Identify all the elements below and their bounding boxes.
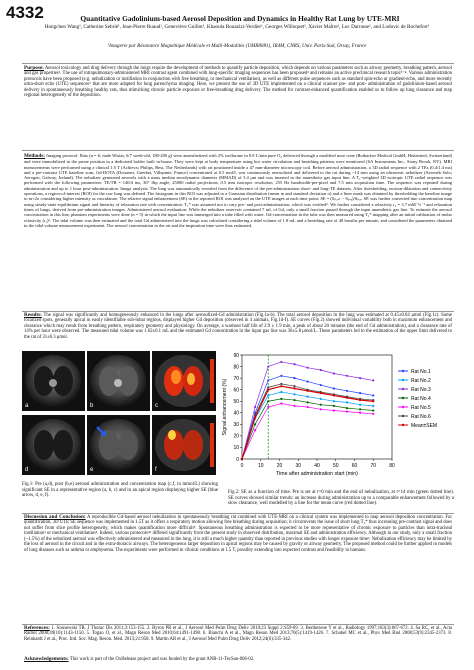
divider — [22, 513, 454, 514]
data-point — [254, 429, 256, 431]
y-tick-label: 0 — [236, 456, 239, 463]
data-point — [346, 401, 348, 403]
results-section — [24, 313, 452, 340]
data-point — [333, 387, 335, 389]
discussion-heading: Discussion and Conclusion: — [24, 514, 86, 520]
panel-label: e — [90, 467, 94, 473]
data-point — [346, 375, 348, 377]
discussion-section — [24, 515, 452, 553]
data-point — [359, 404, 361, 406]
affiliation: ¹Imagerie par Résonance Magnétique Médicale et Multi-Modalités (UMR8081), IR4M, CNRS, Univ. Paris-Sud, Orsay, France — [107, 43, 367, 49]
references-heading: References: — [24, 625, 50, 631]
data-point — [293, 385, 295, 387]
data-point — [293, 377, 295, 379]
purpose-heading: Purpose: — [24, 65, 44, 71]
paper-title: Quantitative Gadolinium-based Aerosol Deposition and Dynamics in Healthy Rat Lung by UTE-MRI — [80, 14, 400, 23]
data-point — [267, 365, 269, 367]
data-point — [254, 416, 256, 418]
data-point — [293, 363, 295, 365]
panel-label: d — [25, 467, 29, 473]
data-point — [307, 367, 309, 369]
y-axis-label: Signal enhancement (%) — [222, 378, 228, 436]
divider — [22, 63, 454, 64]
series-line-1 — [242, 376, 373, 459]
mri-image-d — [22, 415, 85, 475]
mri-panel-b — [87, 351, 150, 411]
data-point — [359, 392, 361, 394]
x-tick-label: 50 — [332, 463, 339, 469]
plot-frame — [242, 355, 392, 459]
data-point — [280, 385, 282, 387]
y-tick-label: 50 — [233, 399, 239, 406]
data-point — [359, 408, 361, 410]
data-point — [320, 398, 322, 400]
series-line-6 — [242, 384, 373, 459]
data-point — [359, 412, 361, 414]
data-point — [333, 409, 335, 411]
figure2-caption: Fig.2: SE as a function of time. Pre is set at t=0 min and the end of nebulization, at t=14 min (green dotted line). SE curves showed similar trends: an increase during administration up to a comparable enhancement followed by a slow clearance, well modelled by a line for the mean curve (red dotted line). — [228, 490, 454, 507]
references-section — [24, 626, 452, 642]
data-point — [372, 405, 374, 407]
divider — [22, 150, 454, 151]
data-point — [280, 361, 282, 363]
data-point — [372, 394, 374, 396]
data-point — [333, 394, 335, 396]
data-point — [280, 402, 282, 404]
data-point — [267, 386, 269, 388]
legend-label: Rat No.4 — [411, 395, 431, 402]
panel-label: b — [90, 403, 94, 409]
purpose-text: Aerosol toxicology and drug delivery through the lungs require the development of methods to quantify particle deposition, which depends on various parameters such as airway geometry, breathing pattern, aerosol and gas properties¹. The use of intrapulmonary-administered MRI contrast agent combined with lung-specific imaging sequences has been proposed² and remains an active preclinical research topic³⁻⁴. Various administration protocols have been proposed (e.g. nebulization or instillation in conjunction with free breathing, or mechanical ventilation), as well as different pulse sequences such as standard spin-echo or gradient-echo, and more recently ultra-short echo (UTE) sequences⁵ that are more adapted for lung parenchyma imaging. Here, we present the use of 3D UTE implemented on a clinical scanner pre- and post- administration of gadolinium-based aerosol delivery in spontaneously breathing healthy rats, thus mimicking chronic particle exposure or free-breathing drug delivery. The method for contrast-enhanced quantification enabled us to follow up lung clearance and map regional heterogeneity of the deposition. — [24, 66, 452, 99]
x-tick-label: 60 — [351, 463, 358, 469]
results-heading: Results: — [24, 312, 42, 318]
figure1-mri-grid — [22, 351, 216, 477]
x-tick-label: 0 — [240, 463, 244, 469]
data-point — [267, 379, 269, 381]
legend-label: Rat No.2 — [411, 377, 431, 384]
data-point — [293, 393, 295, 395]
acknowledgements-section — [24, 657, 452, 662]
purpose-section — [24, 66, 452, 99]
data-point — [267, 394, 269, 396]
series-line-5 — [242, 404, 373, 459]
data-point — [320, 404, 322, 406]
data-point — [359, 399, 361, 401]
divider — [22, 624, 454, 625]
legend-label: Rat No.3 — [411, 386, 431, 393]
x-tick-label: 70 — [370, 463, 377, 469]
data-point — [307, 401, 309, 403]
divider — [22, 311, 454, 312]
legend-marker — [402, 424, 404, 426]
data-point — [293, 399, 295, 401]
data-point — [293, 387, 295, 389]
mri-image-b — [87, 351, 150, 411]
data-point — [333, 405, 335, 407]
figure1-caption: Fig.1: Pre (a,d), post (b,e) aerosol administration and concentration map (c,f, in mmol/L) showing significant SE in a representative region (a, b, c) and in an apical region displaying higher SE (blue arrow, d, e, f). — [22, 482, 218, 499]
legend-marker — [402, 379, 404, 381]
data-point — [254, 423, 256, 425]
y-tick-label: 80 — [233, 364, 239, 371]
x-tick-label: 20 — [276, 463, 283, 469]
data-point — [372, 409, 374, 411]
data-point — [372, 413, 374, 415]
y-tick-label: 90 — [233, 352, 239, 359]
y-tick-label: 40 — [233, 410, 239, 417]
panel-label: f — [155, 467, 157, 473]
data-point — [333, 400, 335, 402]
y-tick-label: 20 — [233, 433, 239, 440]
panel-label: a — [25, 403, 29, 409]
data-point — [320, 408, 322, 410]
data-point — [372, 379, 374, 381]
data-point — [267, 389, 269, 391]
methods-heading: Methods: — [24, 153, 46, 159]
legend-marker — [402, 388, 404, 390]
mri-panel-e — [87, 415, 150, 475]
data-point — [307, 390, 309, 392]
mri-panel-a — [22, 351, 85, 411]
y-tick-label: 30 — [233, 422, 239, 429]
data-point — [346, 397, 348, 399]
legend-marker — [402, 415, 404, 417]
data-point — [307, 396, 309, 398]
data-point — [320, 384, 322, 386]
data-point — [267, 400, 269, 402]
legend-marker — [402, 406, 404, 408]
x-tick-label: 30 — [295, 463, 302, 469]
data-point — [267, 406, 269, 408]
data-point — [346, 390, 348, 392]
discussion-text: A reproducible Gd-based aerosol nebulization in spontaneously breathing rat combined with UTE-MRI on a clinical system was implemented to map aerosol deposition concentration. For quantification, 3D UTE SE sequence was implemented in 1.5T as it offers a respiratory motion allowing free breathing during acquisition; it circumvents the issue of short lung T₂* thus increasing pre-contrast signal and does not suffer from slice profile heterogeneity, which makes quantification more difficult⁵. Spontaneous breathing administration is expected to be more representative of chronic exposure to particles than intra-tracheal instillation³ or mechanical ventilation⁴. Indeed, various protocols⁴⁶ differed significantly from the present study in observed distribution, maximal SE and administration efficiency. Although in our study, only a small fraction (~1.5%) of the nebulized aerosol was effectively administered and measured in the lung, it is still a much higher quantity than reported in previous studies with longer exposure time³. Nebulization efficiency may be limited by the loss of aerosol in the circuit and in the extra-thoracic airways. The heterogeneous larger deposition in apical regions may be caused by gravity or airway geometry. The proposed method could be further applied in models of lung diseases such as asthma or emphysema. The experiments were performed in clinical conditions at 1.5 T, possibly extending into expected contrast and feasibility in humans. — [24, 515, 452, 553]
methods-section — [24, 153, 452, 228]
legend-marker — [402, 370, 404, 372]
legend-label: Rat No.6 — [411, 413, 431, 420]
acknowledgements-heading: Acknowledgements: — [24, 656, 69, 662]
data-point — [280, 391, 282, 393]
legend-label: Rat No.1 — [411, 368, 431, 375]
references-text: 1. Sosnowski TR. J Thorac Dis 2011;3:153-155. 2. Byron PR et al., J Aerosol Med Pulm Drug Deliv 2010;23 Suppl 2:S59-69. 3. Berthezene Y et al., Radiology 1997;183(3):667-672. 4. Sa RC, et al., Acta Radiol 2008;49(10):1143-1150. 5. Togao O, et al., Magn Reson Med 2010;64:1491-1498. 6. Bianchi A et al., Magn Reson Med 2013;70(5):1419-1426. 7. Schabel MC et al., Phys Med Biol 2008;53(9):2345-2373. 8. Reinhardt J et al., Proc. Intl. Soc. Mag. Reson. Med. 2013;21:958. 9. Martin AR et al., J Aerosol Med Pulm Drug Deliv 2012;24(6):335-342. — [24, 626, 452, 642]
mri-image-c — [152, 351, 216, 411]
figure2-chart — [220, 349, 454, 487]
data-point — [372, 400, 374, 402]
methods-text: Imaging protocol: Rats (n = 6, male Wistar, 6/7 week-old, 180-200 g) were anaesthetized with 2% isoflurane in 0.8 L/min pure O₂ delivered through a modified nose cone (Rothacher Medical GmbH, Heitenried, Switzerland) and were immobilized in the prone position in a dedicated holder built in-house. They were kept at body temperature using hot water circulation and breathing patterns were monitored (SA Instruments Inc., Stony Brook, NY). MRI measurements were performed using a clinical 1.5 T (Achieva; Philips, Best, The Netherlands) with rat positioned inside a 47 mm-diameter microscopy coil. Before aerosol administration, a 3D radial sequence with 2 TEs (0.4/1.4 ms) and a pre-contrast UTE baseline scan, Gd-DOTA (Dotarem; Guerbet, Villepinte, France) concentrated at 0.5 mol/L was continuously aerosolized and delivered to the rat during ~14 min using an ultrasonic nebulizer (Aeroneb Solo; Aerogen, Galway, Ireland). The nebulizer generated aerosols with a mass median aerodynamic diameter (MMAD) of 3.4 μm and was inserted in the anaesthetic gas input line. A T₁-weighted 3D isotropic UTE radial sequence was performed with the following parameters: TE/TR = 140/4 ms, 30° flip angle, 25000 radial projections, 0.5 mm isotropic resolution, 255 Hz bandwidth-per-pixel and 7.5 min acquisition time. The sequence was repeated during administration and up to 1 hour post-administration. Image analysis: The lung was automatically revealed from the difference of the pre-administration short- and long-TE datasets. After thresholding, erosion-dilatation and connectivity operations, a region-of-interest (ROI) for the raw lung was defined. The histogram in this ROI was adjusted to a Gaussian distribution (mean m and standard deviation σ) and a finer mask was obtained by thresholding the baseline image to m+2σ considering higher intensity as vasculature. The relative signal enhancement (SE) in the reported ROI was analysed on the UTE images at each time point: SE = (Sₚₒₛₜ − Sₚᵣₑ)/Sₚᵣₑ. SE was further converted into concentration map using steady-state equilibrium signal and linearity of relaxation rate with concentration: T₁* was assumed not to vary pre- and post-administration, which was verified⁶. We further considered a relaxivity r₁ = 3.7 mM⁻¹s⁻¹ and relaxation times of lungs, derived from pre-administration images. Administered aerosol evaluation: While the nebulizer reservoir contained 7 mL of Gd, only a small fraction passed through the input anaesthetic gas line. To estimate the aerosol concentration in this line, phantom experiments were done (n = 5) in which the input line was immerged into a tube filled with water. Gd-concentration in the tube was then measured using T₁* mapping after an initial calibration of molar relaxivity (r₁)⁶. The tidal volume was then estimated and the total Gd administered into the lungs was calculated considering a tidal volume of 1.8 mL and a breathing rate of 48 breaths per minute, and considered the parameters obtained in the tidal volume measurement experiment. The aerosol concentration in the air and the inspiration time were thus estimated. — [24, 153, 452, 228]
data-point — [359, 377, 361, 379]
data-point — [320, 369, 322, 371]
data-point — [307, 380, 309, 382]
panel-label: c — [155, 403, 158, 409]
y-tick-label: 10 — [233, 445, 239, 452]
mri-image-f — [152, 415, 216, 475]
data-point — [307, 406, 309, 408]
data-point — [280, 398, 282, 400]
data-point — [254, 406, 256, 408]
legend-marker — [402, 397, 404, 399]
results-text: The signal was significantly and homogeneously enhanced in the lungs after aerosolized-Gd administration (Fig.1a-b). The total aerosol deposition in the lung was estimated at 0.45±0.04 μmol (Fig.1c). Some localized spots, generally apical in easily identifiable sub-lobar regions, displayed higher Gd deposition (observed in 4 animals, Fig.1d-f). SE curves (Fig.2) showed individual variability both in maximum enhancement and clearance which may result from breathing pattern, respiratory geometry and physiology. On average, a washout half life of 2.9 ± 1.9 min, a peak of about 20 minutes (the end of Gd administration), and a clearance rate of 14% per hour were observed. The measured tidal volume was 1.62±0.1 mL and the estimated Gd concentration in the input gas line was 36±5.8 μmol/L. These parameters led to the estimation of the upper limit delivered to the rat of 31±6.3 μmol. — [24, 313, 452, 340]
data-point — [333, 372, 335, 374]
data-point — [241, 458, 243, 460]
mri-panel-d — [22, 415, 85, 475]
y-tick-label: 70 — [233, 375, 239, 382]
data-point — [346, 411, 348, 413]
mri-panel-f — [152, 415, 216, 475]
acknowledgements-text: This work is part of the OxHelease project and was funded by the grant ANR-11-TecSan-006-02. — [69, 657, 255, 662]
x-tick-label: 40 — [314, 463, 320, 469]
mri-image-e — [87, 415, 150, 475]
x-axis-label: Time after administration start (min) — [276, 471, 358, 477]
mri-image-a — [22, 351, 85, 411]
data-point — [280, 375, 282, 377]
mri-panel-c — [152, 351, 216, 411]
data-point — [320, 392, 322, 394]
data-point — [293, 405, 295, 407]
series-line-3 — [242, 362, 373, 459]
data-point — [346, 407, 348, 409]
y-tick-label: 60 — [233, 387, 239, 394]
legend-label: Rat No.5 — [411, 404, 431, 411]
author-list: Hongchen Wang¹, Catherine Sebrié¹, Jean-Pierre Ruaud¹, Geneviève Guillot¹, Khaoula Bouazizi-Verdier¹, Georges Willoquet¹, Xavier Maître¹, Luc Darrasse¹, and Ludovic de Rochefort¹ — [44, 24, 430, 30]
x-tick-label: 10 — [257, 463, 264, 469]
poster-number: 4332 — [6, 3, 44, 22]
legend-label: Mean±SEM — [411, 422, 438, 429]
x-tick-label: 80 — [389, 463, 395, 469]
data-point — [280, 383, 282, 385]
